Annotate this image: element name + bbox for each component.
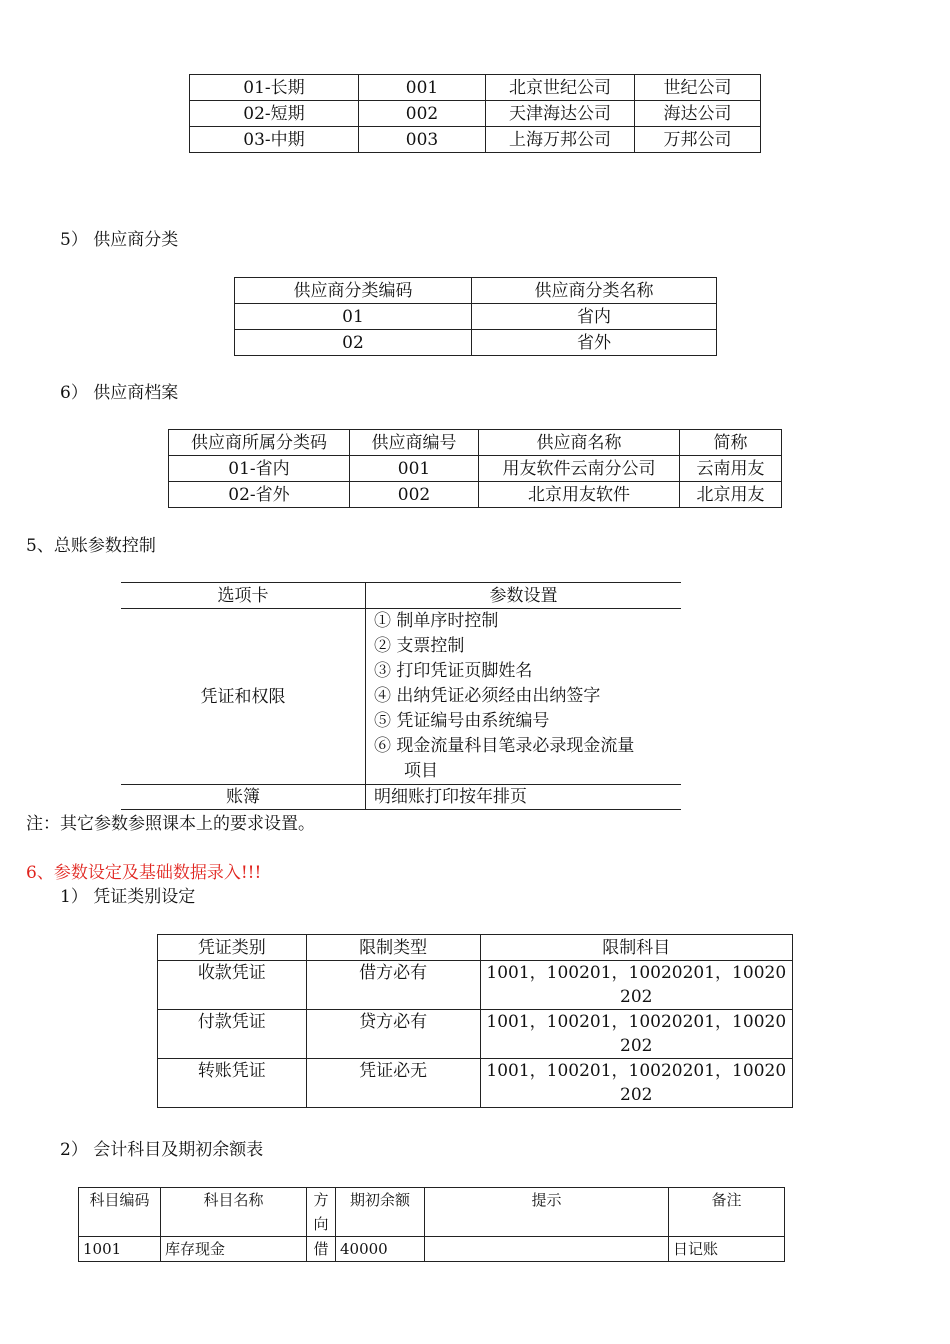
supplier-class-table [234, 277, 717, 356]
table-row [235, 330, 717, 356]
section-heading-ledger-params: 5、总账参数控制 [26, 536, 156, 556]
table-cell: 日记账 [669, 1237, 785, 1262]
option-item: ② 支票控制 [374, 636, 465, 656]
table-cell: 001 [350, 456, 479, 482]
table-row [121, 609, 681, 785]
section-heading-accounts: 2） 会计科目及期初余额表 [60, 1140, 264, 1160]
option-item: 明细账打印按年排页 [366, 785, 682, 810]
table-row [235, 304, 717, 330]
column-header: 供应商名称 [479, 430, 680, 456]
table-header-row [169, 430, 782, 456]
table-cell: 003 [359, 127, 486, 153]
option-item: ① 制单序时控制 [374, 611, 499, 631]
column-header: 科目编码 [79, 1188, 161, 1237]
table-header-row [158, 935, 793, 961]
section-heading-supplier-archive: 6） 供应商档案 [60, 383, 179, 403]
table-cell: 02 [235, 330, 472, 356]
table-cell: 北京用友 [680, 482, 782, 508]
table-cell: 天津海达公司 [486, 101, 635, 127]
table-cell: 世纪公司 [635, 75, 761, 101]
table-cell: 转账凭证 [158, 1059, 307, 1108]
table-cell: 002 [359, 101, 486, 127]
table-cell: 03-中期 [190, 127, 359, 153]
table-cell: 02-短期 [190, 101, 359, 127]
table-row [158, 1059, 793, 1108]
column-header: 凭证类别 [158, 935, 307, 961]
table-cell: 1001 [79, 1237, 161, 1262]
table-cell: 北京用友软件 [479, 482, 680, 508]
table-cell: 上海万邦公司 [486, 127, 635, 153]
table-row [190, 75, 761, 101]
table-header-row [121, 583, 681, 609]
table-cell: 01-省内 [169, 456, 350, 482]
table-row [169, 456, 782, 482]
column-header: 备注 [669, 1188, 785, 1237]
supplier-table [168, 429, 782, 508]
table-cell: 001 [359, 75, 486, 101]
table-header-row [79, 1188, 785, 1237]
table-cell: 云南用友 [680, 456, 782, 482]
table-cell: 凭证必无 [306, 1059, 480, 1108]
table-row [190, 101, 761, 127]
table-cell: 收款凭证 [158, 961, 307, 1010]
option-item: ④ 出纳凭证必须经由出纳签字 [374, 686, 601, 706]
column-header: 提示 [425, 1188, 669, 1237]
section-heading-supplier-class: 5） 供应商分类 [60, 230, 179, 250]
table-cell: 借 [307, 1237, 336, 1262]
table-cell: 02-省外 [169, 482, 350, 508]
table-row [79, 1237, 785, 1262]
table-cell: 01-长期 [190, 75, 359, 101]
table-row [190, 127, 761, 153]
column-header: 限制科目 [480, 935, 792, 961]
column-header: 选项卡 [121, 583, 366, 609]
column-header: 期初余额 [336, 1188, 425, 1237]
tab-name-voucher: 凭证和权限 [121, 609, 366, 785]
option-item: ⑤ 凭证编号由系统编号 [374, 711, 550, 731]
table-cell: 付款凭证 [158, 1010, 307, 1059]
table-row [158, 961, 793, 1010]
column-header: 供应商分类名称 [472, 278, 717, 304]
table-cell: 省内 [472, 304, 717, 330]
option-list [366, 609, 682, 785]
column-header: 供应商所属分类码 [169, 430, 350, 456]
section-heading-basic-data: 6、参数设定及基础数据录入!!! [26, 863, 262, 883]
table-cell: 用友软件云南分公司 [479, 456, 680, 482]
section-heading-voucher-types: 1） 凭证类别设定 [60, 887, 196, 907]
table-cell: 01 [235, 304, 472, 330]
table-cell: 海达公司 [635, 101, 761, 127]
table-cell: 借方必有 [306, 961, 480, 1010]
option-item-continued: 项目 [404, 761, 438, 781]
table-cell: 1001，100201，10020201，10020202 [480, 1010, 792, 1059]
column-header: 供应商分类编码 [235, 278, 472, 304]
option-item: ⑥ 现金流量科目笔录必录现金流量 [374, 736, 635, 756]
table-cell: 002 [350, 482, 479, 508]
table-cell: 万邦公司 [635, 127, 761, 153]
voucher-type-table [157, 934, 793, 1108]
table-header-row [235, 278, 717, 304]
account-balance-table [78, 1187, 785, 1262]
customer-table [189, 74, 761, 153]
table-cell: 北京世纪公司 [486, 75, 635, 101]
table-row [169, 482, 782, 508]
table-cell: 40000 [336, 1237, 425, 1262]
column-header: 简称 [680, 430, 782, 456]
note-text: 注：其它参数参照课本上的要求设置。 [26, 814, 315, 834]
column-header: 供应商编号 [350, 430, 479, 456]
table-row [158, 1010, 793, 1059]
table-cell: 库存现金 [161, 1237, 307, 1262]
ledger-param-table [121, 582, 681, 810]
table-cell: 贷方必有 [306, 1010, 480, 1059]
column-header: 限制类型 [306, 935, 480, 961]
table-cell [425, 1237, 669, 1262]
column-header: 方向 [307, 1188, 336, 1237]
table-cell: 1001，100201，10020201，10020202 [480, 1059, 792, 1108]
column-header: 参数设置 [366, 583, 682, 609]
option-item: ③ 打印凭证页脚姓名 [374, 661, 533, 681]
tab-name-ledger: 账簿 [121, 785, 366, 810]
table-cell: 1001，100201，10020201，10020202 [480, 961, 792, 1010]
column-header: 科目名称 [161, 1188, 307, 1237]
table-row [121, 785, 681, 810]
table-cell: 省外 [472, 330, 717, 356]
